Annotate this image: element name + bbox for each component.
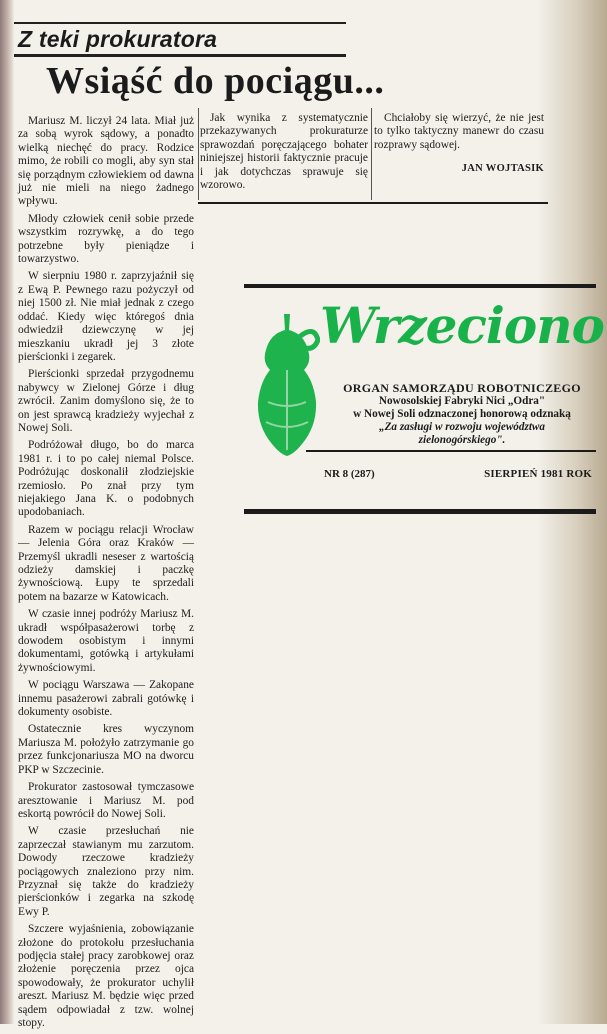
kicker-block xyxy=(14,22,346,57)
paragraph: Chciałoby się wierzyć, że nie jest to tylko taktyczny manewr do czasu rozprawy sądowej. xyxy=(374,112,544,151)
paragraph: W pociągu Warszawa — Zakopane innemu pasażerowi zabrali gotówkę i dokumenty osobiste. xyxy=(18,679,194,719)
masthead-line: w Nowej Soli odznaczonej honorową odznaką xyxy=(353,408,571,420)
newspaper-masthead xyxy=(244,284,604,514)
issue-number: NR 8 (287) xyxy=(324,468,375,480)
article-column-1 xyxy=(18,115,194,1034)
scan-left-edge xyxy=(0,0,14,1024)
paragraph: W czasie innej podróży Mariusz M. ukradł współpasażerowi torbę z dowodem osobistym i innymi dokumentami, gotówką i artykułami żywnościowymi. xyxy=(18,608,194,674)
paragraph: Razem w pociągu relacji Wrocław — Jelenia Góra oraz Kraków — Przemyśl ukradli neseser z wartością odzieży damskiej i paczkę żywnościową. Łupy te sprzedali potem na bazarze w Katowicach. xyxy=(18,523,194,603)
paragraph: Szczere wyjaśnienia, zobowiązanie złożone do protokołu przesłuchania podjęcia stałej pracy zarobkowej oraz złożenie poręczenia przez ojca spowodowały, że prokurator uchylił areszt. Mariusz M. będzie więc przed sądem odpowiadał z tzw. wolnej stopy. xyxy=(18,923,194,1029)
article-end-rule xyxy=(198,202,548,204)
author-byline: JAN WOJTASIK xyxy=(461,163,544,175)
masthead-line: „Za zasługi w rozwoju województwa xyxy=(379,421,545,433)
column-divider xyxy=(198,108,199,200)
paragraph: Prokurator zastosował tymczasowe aresztowanie i Mariusz M. pod eskortą powrócił do Nowej Soli. xyxy=(18,781,194,820)
article-column-2 xyxy=(200,112,368,196)
masthead-line: Nowosolskiej Fabryki Nici „Odra" xyxy=(378,395,546,407)
masthead-line: ORGAN SAMORZĄDU ROBOTNICZEGO xyxy=(343,381,581,395)
paragraph: Pierścionki sprzedał przygodnemu nabywcy w Zielonej Górze i dług zwrócił. Zanim domyślono się, że to on jest sprawcą kradzieży wyjechał z Nowej Soli. xyxy=(18,368,194,434)
paragraph: Podróżował długo, bo do marca 1981 r. i to po całej niemal Polsce. Podróżując doskonalił złodziejskie rzemiosło. Po znał przy tym niejakiego Jana K. o podobnych upodobaniach. xyxy=(18,439,194,519)
kicker-bottom-rule xyxy=(14,54,346,57)
masthead-top-rule xyxy=(244,284,596,288)
paragraph: W czasie przesłuchań nie zaprzeczał stawianym mu zarzutom. Dowody rzeczowe kradzieży pociągowych znaleziono przy nim. Przyznał się także do kradzieży pierścionków i zegarka na szkodę Ewy P. xyxy=(18,825,194,918)
paragraph: Ostatecznie kres wyczynom Mariusza M. położyło zatrzymanie go przez funkcjonariusza MO na dworcu PKP w Szczecinie. xyxy=(18,723,194,776)
spindle-vase-icon xyxy=(254,310,320,460)
paragraph: Jak wynika z systematycznie przekazywanych prokuraturze sprawozdań poręczającego bohater niniejszej historii faktycznie pracuje i jak dotychczas sprawuje się wzorowo. xyxy=(200,112,368,192)
paragraph: W sierpniu 1980 r. zaprzyjaźnił się z Ewą P. Pewnego razu pożyczył od niej 1500 zł. Nie miał jednak z czego oddać. Kiedy więc któregoś dnia odwiedził dziewczynę w jej mieszkaniu ukradł jej 3 złote pierścionki i zegarek. xyxy=(18,270,194,363)
paragraph: Młody człowiek cenił sobie przede wszystkim rozrywkę, a do tego potrzebne były pieniądze i towarzystwo. xyxy=(18,212,194,266)
masthead-organization xyxy=(328,382,596,447)
masthead-middle-rule xyxy=(306,450,596,452)
kicker-title: Z teki prokuratora xyxy=(18,26,218,52)
masthead-logo-text: Wrzeciono xyxy=(320,296,604,355)
masthead-line: zielonogórskiego". xyxy=(418,434,506,446)
masthead-bottom-rule xyxy=(244,509,596,514)
column-divider xyxy=(371,108,372,200)
issue-date: SIERPIEŃ 1981 ROK xyxy=(484,468,592,480)
article-headline: Wsiąść do pociągu... xyxy=(46,60,385,102)
article-column-3 xyxy=(374,112,544,176)
paragraph: Mariusz M. liczył 24 lata. Miał już za sobą wyrok sądowy, a ponadto wielką niechęć do pracy. Rodzice mimo, że robili co mogli, aby syn stał się porządnym człowiekiem od dawna już nie mieli na niego żadnego wpływu. xyxy=(18,115,194,208)
